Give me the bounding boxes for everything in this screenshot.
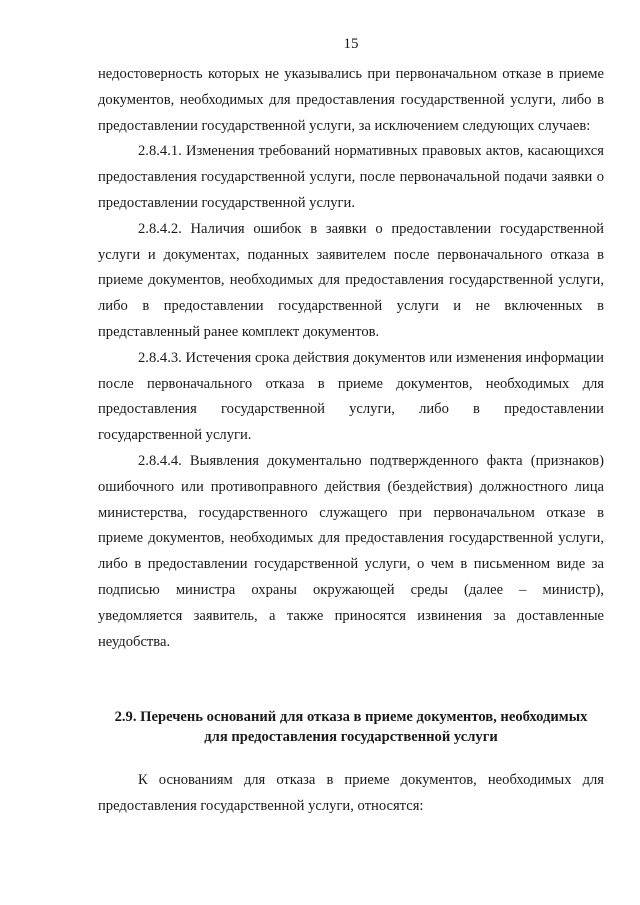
- section-heading-line-2: для предоставления государственной услуги: [204, 729, 498, 745]
- section-body: [98, 768, 604, 820]
- section-heading: [98, 707, 604, 747]
- paragraph-2-8-4-1: 2.8.4.1. Изменения требований нормативных правовых актов, касающихся предоставления государственной услуги, после первоначальной подачи заявки о предоставлении государственной услуги.: [98, 143, 604, 211]
- document-page: [98, 0, 604, 905]
- section-heading-line-1: 2.9. Перечень оснований для отказа в приеме документов, необходимых: [114, 709, 588, 725]
- page-number: 15: [343, 36, 359, 52]
- paragraph-2-9-text: К основаниям для отказа в приеме документов, необходимых для предоставления государственной услуги, относятся:: [98, 772, 604, 814]
- paragraph-intro: недостоверность которых не указывались при первоначальном отказе в приеме документов, необходимых для предоставления государственной услуги, либо в предоставлении государственной услуги, за исключением следующих случаев:: [98, 66, 604, 134]
- paragraph-2-8-4-4: 2.8.4.4. Выявления документально подтвержденного факта (признаков) ошибочного или противоправного действия (бездействия) должностного лица министерства, государственного служащего при первоначальном отказе в приеме документов, необходимых для предоставления государственной услуги, либо в предоставлении государственной услуги, о чем в письменном виде за подписью министра охраны окружающей среды (далее – министр), уведомляется заявитель, а также приносятся извинения за доставленные неудобства.: [98, 452, 604, 650]
- paragraph-2-8-4-2: 2.8.4.2. Наличия ошибок в заявки о предоставлении государственной услуги и документах, поданных заявителем после первоначального отказа в приеме документов, необходимых для предоставления государственной услуги, либо в предоставлении государственной услуги и не включенных в представленный ранее комплект документов.: [98, 220, 604, 340]
- paragraph-2-8-4-3: 2.8.4.3. Истечения срока действия документов или изменения информации после первоначального отказа в приеме документов, необходимых для предоставления государственной услуги, либо в предоставлении государственной услуги.: [98, 349, 604, 444]
- body-text: [98, 62, 604, 655]
